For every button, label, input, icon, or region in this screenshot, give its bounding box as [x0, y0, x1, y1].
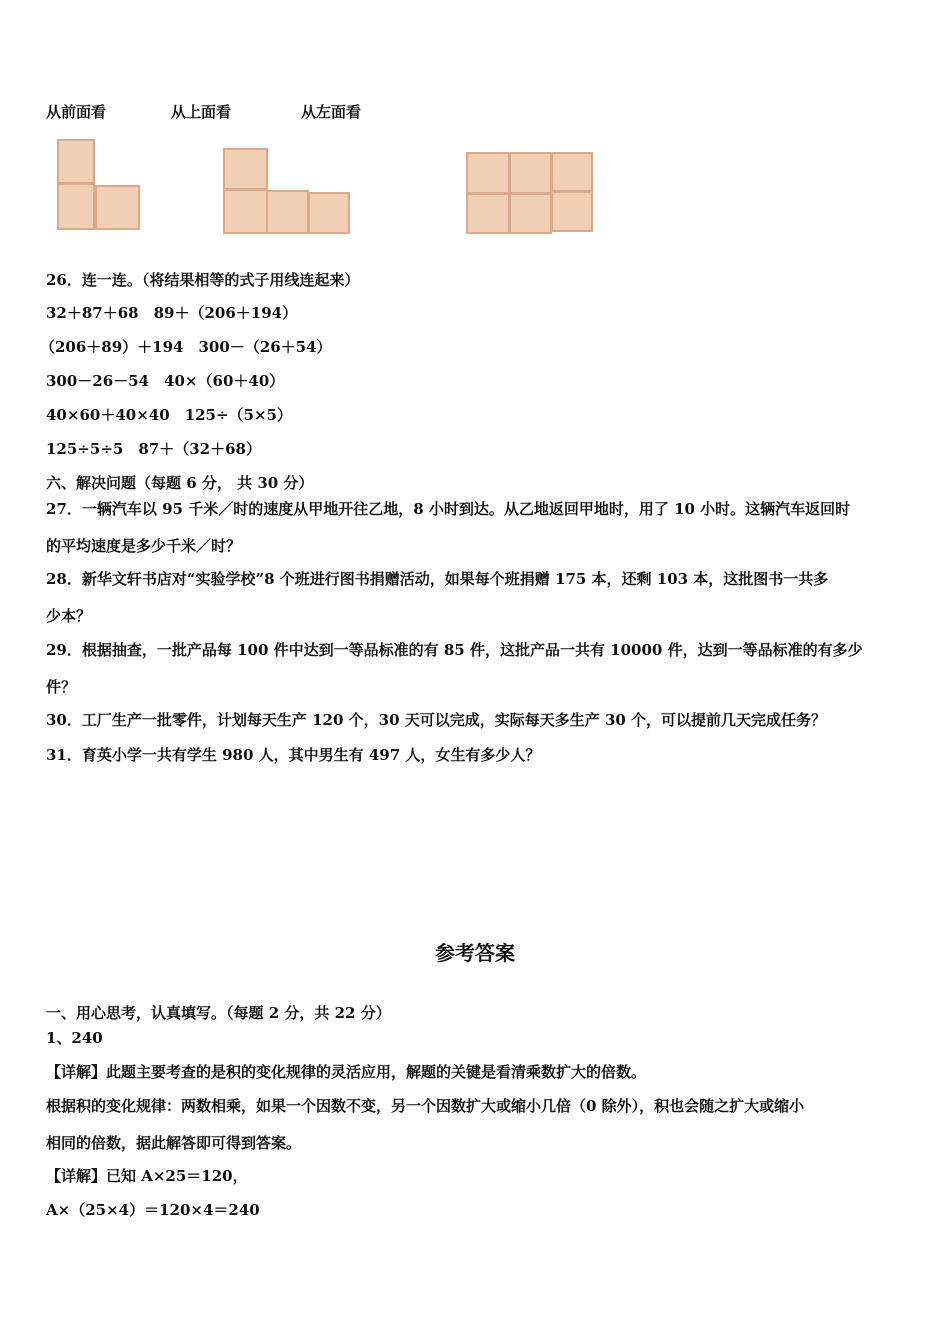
q29-line-1: 29．根据抽查，一批产品每 100 件中达到一等品标准的有 85 件，这批产品一共有 10000 件，达到一等品标准的有多少	[46, 641, 863, 659]
cube	[266, 190, 309, 234]
answer-1-detail-2: 【详解】已知 A×25＝120，	[46, 1167, 248, 1185]
q29-line-2: 件？	[46, 678, 77, 696]
answer-1-detail: 【详解】此题主要考查的是积的变化规律的灵活应用，解题的关键是看清乘数扩大的倍数。	[46, 1063, 647, 1081]
cube	[57, 139, 95, 184]
cube	[95, 185, 140, 230]
q30: 30．工厂生产一批零件，计划每天生产 120 个，30 天可以完成，实际每天多生产 30 个，可以提前几天完成任务？	[46, 711, 827, 729]
q26-row-3: 300－26－54 40×（60＋40）	[46, 372, 285, 390]
cube	[57, 183, 95, 230]
front-view-label: 从前面看	[46, 103, 107, 121]
cube	[509, 193, 552, 234]
q26-row-1: 32＋87＋68 89＋（206＋194）	[46, 304, 298, 322]
q27-line-2: 的平均速度是多少千米／时？	[46, 537, 242, 555]
q26-row-5: 125÷5÷5 87＋（32＋68）	[46, 440, 261, 458]
q28-line-1: 28．新华文轩书店对“实验学校”8 个班进行图书捐赠活动，如果每个班捐赠 175 本，还剩 103 本，这批图书一共多	[46, 570, 829, 588]
q28-line-2: 少本？	[46, 607, 92, 625]
answer-1-rule-line-1: 根据积的变化规律：两数相乘，如果一个因数不变，另一个因数扩大或缩小几倍（0 除外），积也会随之扩大或缩小	[46, 1097, 805, 1115]
cube	[223, 148, 268, 190]
answers-section-1: 一、用心思考，认真填写。（每题 2 分，共 22 分）	[46, 1004, 391, 1022]
cube	[308, 192, 350, 234]
q26-row-4: 40×60＋40×40 125÷（5×5）	[46, 406, 292, 424]
q26-row-2: （206＋89）＋194 300－（26＋54）	[40, 338, 332, 356]
q31: 31．育英小学一共有学生 980 人，其中男生有 497 人，女生有多少人？	[46, 746, 541, 764]
answers-title: 参考答案	[435, 941, 515, 965]
section6-title: 六、解决问题（每题 6 分， 共 30 分）	[46, 474, 314, 492]
q26-title: 26．连一连。（将结果相等的式子用线连起来）	[46, 271, 360, 289]
left-view-label: 从左面看	[301, 103, 362, 121]
cube	[466, 193, 510, 234]
cube	[551, 191, 593, 232]
cube	[509, 152, 552, 194]
answer-1: 1、240	[46, 1029, 103, 1047]
cube	[466, 152, 510, 194]
answer-1-rule-line-2: 相同的倍数，据此解答即可得到答案。	[46, 1134, 302, 1152]
top-view-label: 从上面看	[171, 103, 232, 121]
cube	[223, 189, 268, 234]
cube	[551, 152, 593, 192]
q27-line-1: 27．一辆汽车以 95 千米／时的速度从甲地开往乙地，8 小时到达。从乙地返回甲地时，用了 10 小时。这辆汽车返回时	[46, 500, 851, 518]
answer-1-calculation: A×（25×4）＝120×4＝240	[46, 1201, 260, 1219]
